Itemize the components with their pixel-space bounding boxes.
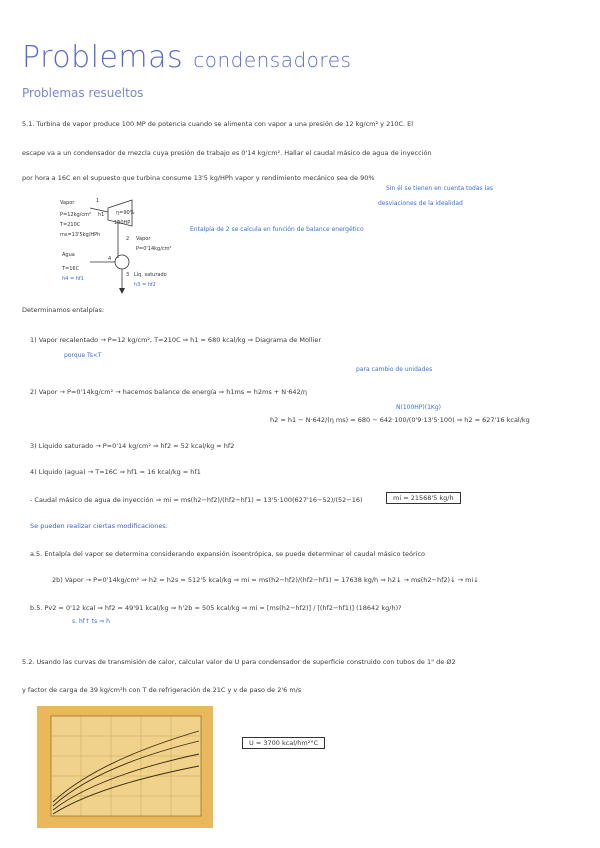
step2: 2) Vapor → P=0'14kg/cm² → hacemos balance de energía ⇒ h1ms = h2ms + N·642/η xyxy=(30,388,307,396)
page-subtitle: Problemas resueltos xyxy=(22,86,144,100)
diag-n4: 4 xyxy=(108,256,112,262)
diag-h3: h3 = hf2 xyxy=(134,282,156,288)
diag-t1: T=210C xyxy=(60,222,81,228)
diag-p2: P=0'14kg/cm² xyxy=(136,246,172,252)
diag-hp: 100HP xyxy=(114,220,131,226)
diag-h4: h4 = hf1 xyxy=(62,276,84,282)
step4: 4) Líquido (agua) → T=16C ⇒ hf1 = 16 kcal/kg = hf1 xyxy=(30,468,201,476)
diag-agua: Agua xyxy=(62,252,75,258)
diag-n3: 3 xyxy=(126,272,130,278)
diag-t4: T=16C xyxy=(62,266,80,272)
step5-result: mi = 21568'5 kg/h xyxy=(386,492,461,504)
step2-note2: N(100HP)(1Kg) xyxy=(396,404,441,411)
modification-c-note: s. hf↑ ts ⇒ h xyxy=(72,618,110,625)
problem1-line2: escape va a un condensador de mezcla cuya presión de trabajo es 0'14 kg/cm². Hallar el caudal másico de agua de inyección xyxy=(22,149,432,157)
diag-h1: h1 xyxy=(98,212,105,218)
problem1-line3: por hora a 16C en el supuesto que turbina consume 13'5 kg/HPh vapor y rendimiento mecánico sea de 90% xyxy=(22,174,375,182)
determine-heading: Determinamos entalpías: xyxy=(22,306,105,314)
note-entalpia: Entalpía de 2 se calcula en función de balance energético xyxy=(190,226,364,233)
diag-liq: Líq. saturado xyxy=(134,272,167,278)
chart-plot-area xyxy=(51,716,201,816)
modification-a: a.5. Entalpía del vapor se determina considerando expansión isoentrópica, se puede determinar el caudal másico teórico xyxy=(30,550,426,558)
step2b: h2 = h1 − N·642/(η ms) = 680 − 642·100/(0'9·13'5·100) ⇒ h2 = 627'16 kcal/kg xyxy=(270,416,530,424)
modification-b: 2b) Vapor → P=0'14kg/cm² ⇒ h2 = h2s = 512'5 kcal/kg ⇒ mi = ms(h2−hf2)/(hf2−hf1) = 17638 kg/h ⇒ h2↓ → ms(h2−hf2)↓ → mi↓ xyxy=(52,576,479,584)
diag-eta: η=90% xyxy=(116,210,135,216)
diag-ms: ms=13'5kg/HPh xyxy=(60,232,101,238)
problem1-note2: desviaciones de la idealidad xyxy=(378,200,463,207)
diag-p1: P=12kg/cm² xyxy=(60,212,91,218)
step5: - Caudal másico de agua de inyección ⇒ mi = ms(h2−hf2)/(hf2−hf1) = 13'5·100(627'16−52)/(52−16) xyxy=(30,496,363,504)
chart-svg xyxy=(37,706,213,828)
problem1-note1: Sin él se tienen en cuenta todas las xyxy=(386,185,494,192)
step1: 1) Vapor recalentado → P=12 kg/cm², T=210C ⇒ h1 = 680 kcal/kg ⇒ Diagrama de Mollier xyxy=(30,336,322,344)
step3: 3) Líquido saturado → P=0'14 kg/cm² ⇒ hf2 = 52 kcal/kg = hf2 xyxy=(30,442,235,450)
problem2-line1: 5.2. Usando las curvas de transmisión de calor, calcular valor de U para condensador de superficie construido con tubos de 1" de Ø2 xyxy=(22,658,456,666)
diag-n2: 2 xyxy=(126,236,130,242)
page-title: Problemas condensadores xyxy=(22,40,352,75)
result-u-box: U = 3700 kcal/hm²°C xyxy=(242,737,325,749)
step1-note: porque Ts<T xyxy=(64,352,102,359)
diag-vapor2: Vapor xyxy=(136,236,151,242)
step2-note: para cambio de unidades xyxy=(356,366,433,373)
diag-vapor: Vapor xyxy=(60,200,75,206)
heat-transfer-chart xyxy=(37,706,213,828)
modifications-heading: Se pueden realizar ciertas modificaciones: xyxy=(30,522,168,530)
modification-c: b.5. Pv2 = 0'12 kcal ⇒ hf2 = 49'91 kcal/kg ⇒ h'2b = 505 kcal/kg ⇒ mi = [ms(h2−hf2)] / [(hf2−hf1)] (18642 kg/h)? xyxy=(30,604,402,612)
diag-n1: 1 xyxy=(96,198,100,204)
problem2-line2: y factor de carga de 39 kg/cm²h con T de refrigeración de 21C y v de paso de 2'6 m/s xyxy=(22,686,302,694)
problem1-line1: 5.1. Turbina de vapor produce 100 MP de potencia cuando se alimenta con vapor a una presión de 12 kg/cm² y 210C. El xyxy=(22,120,414,128)
